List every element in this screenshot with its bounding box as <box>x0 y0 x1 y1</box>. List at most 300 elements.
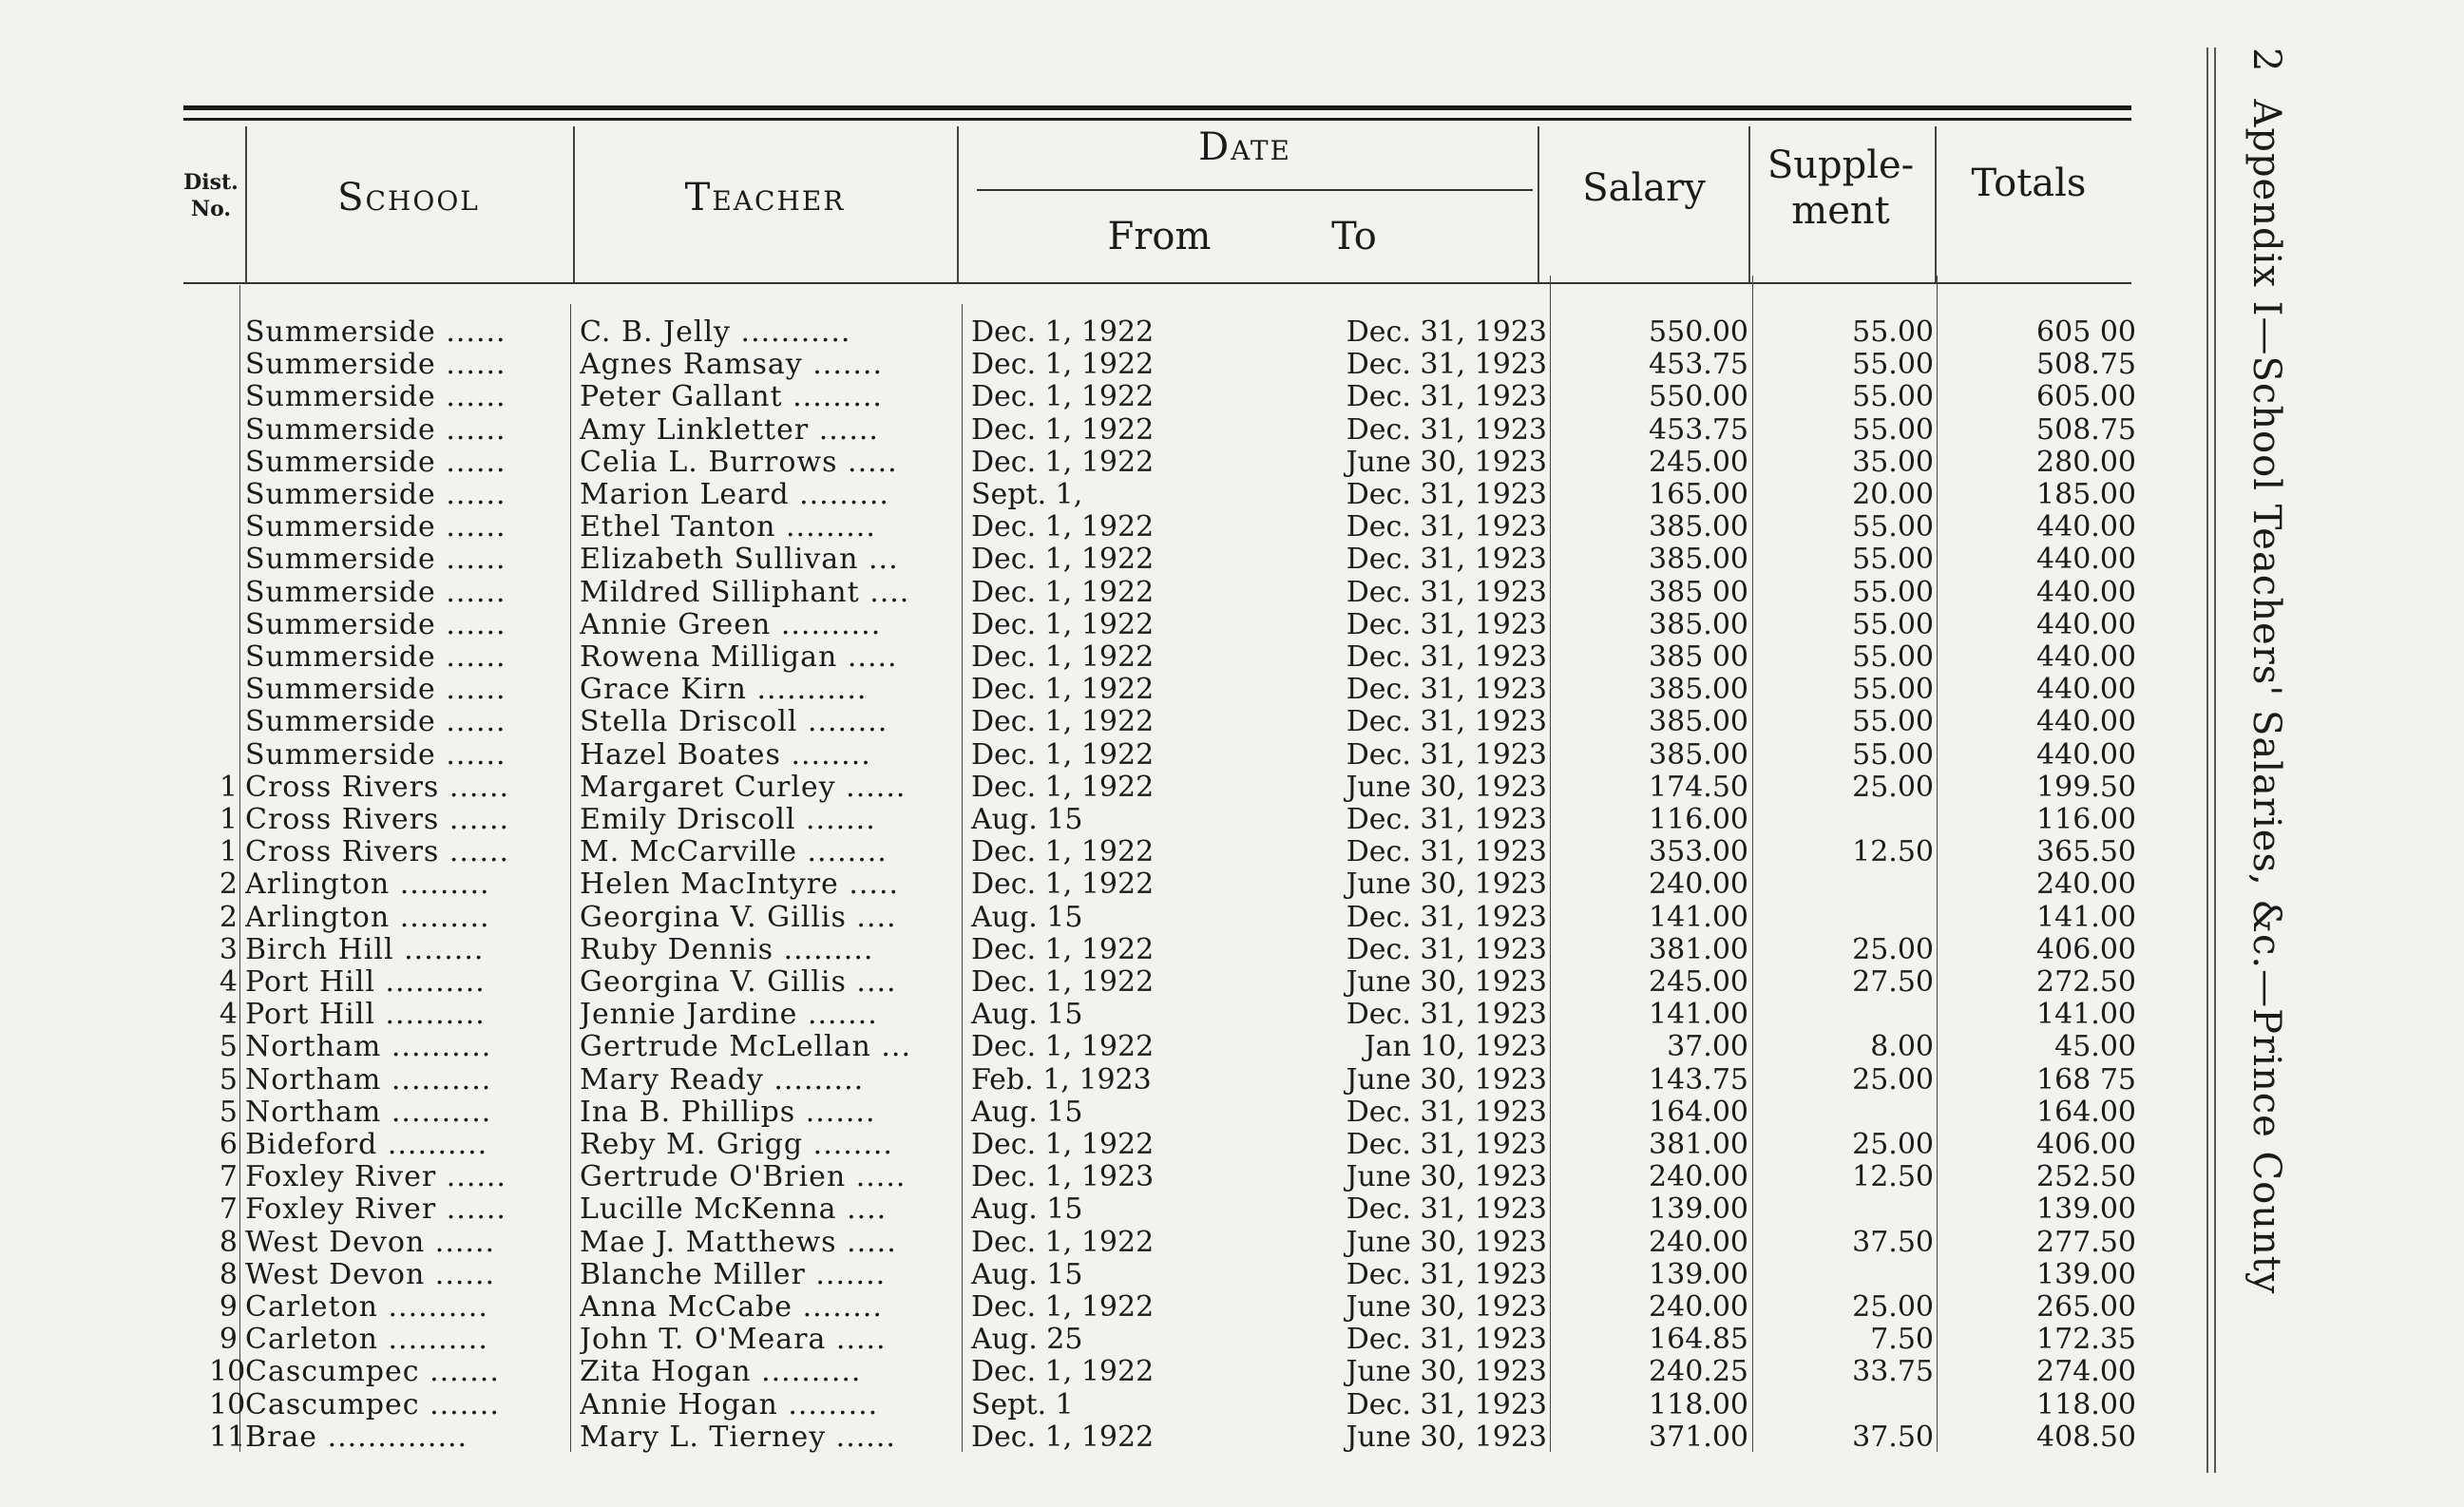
dist-no-cell: 5 <box>219 1095 238 1129</box>
total-cell: 280.00 <box>2036 445 2136 479</box>
table-row <box>0 934 2464 966</box>
header-to: To <box>1331 215 1377 258</box>
salary-cell: 385.00 <box>1649 673 1748 707</box>
supplement-cell: 7.50 <box>1870 1323 1934 1357</box>
total-cell: 118.00 <box>2036 1387 2136 1421</box>
total-cell: 508.75 <box>2036 412 2136 447</box>
total-cell: 272.50 <box>2036 965 2136 999</box>
date-to-cell: June 30, 1923 <box>1346 1160 1547 1194</box>
total-cell: 185.00 <box>2036 478 2136 511</box>
table-row <box>0 1193 2464 1226</box>
header-school: School <box>337 176 480 219</box>
teacher-cell: Marion Leard ......... <box>580 479 889 511</box>
teacher-cell: Grace Kirn ........... <box>580 674 868 707</box>
date-from-cell: Aug. 15 <box>971 1192 1083 1227</box>
total-cell: 406.00 <box>2036 932 2136 966</box>
school-cell: Summerside ...... <box>245 738 506 772</box>
header-divider <box>573 126 575 282</box>
school-cell: Carleton .......... <box>245 1291 488 1324</box>
table-row <box>0 999 2464 1031</box>
total-cell: 440.00 <box>2036 705 2136 739</box>
salary-cell: 118.00 <box>1649 1387 1748 1421</box>
school-cell: Summerside ...... <box>245 413 506 447</box>
date-from-cell: Dec. 1, 1922 <box>971 543 1155 577</box>
salary-cell: 240.25 <box>1649 1355 1748 1389</box>
school-cell: Arlington ......... <box>245 901 490 934</box>
total-cell: 265.00 <box>2036 1290 2136 1324</box>
date-to-cell: Dec. 31, 1923 <box>1346 640 1547 674</box>
supplement-cell: 8.00 <box>1870 1030 1934 1064</box>
date-to-cell: June 30, 1923 <box>1346 1420 1547 1454</box>
table-row <box>0 739 2464 772</box>
teacher-cell: Elizabeth Sullivan ... <box>580 544 899 577</box>
school-cell: Summerside ...... <box>245 576 506 609</box>
school-cell: Summerside ...... <box>245 544 506 577</box>
school-cell: Bideford .......... <box>245 1129 488 1161</box>
date-from-cell: Dec. 1, 1922 <box>971 445 1155 479</box>
salary-cell: 385 00 <box>1649 575 1748 609</box>
date-to-cell: Dec. 31, 1923 <box>1346 575 1547 609</box>
school-cell: Northam .......... <box>245 1031 492 1064</box>
date-to-cell: June 30, 1923 <box>1346 1290 1547 1324</box>
table-row <box>0 966 2464 999</box>
table-row <box>0 1129 2464 1161</box>
salary-cell: 174.50 <box>1649 770 1748 804</box>
supplement-cell: 25.00 <box>1852 1128 1934 1161</box>
supplement-cell: 55.00 <box>1852 607 1934 641</box>
date-to-cell: Dec. 31, 1923 <box>1346 510 1547 544</box>
salary-cell: 381.00 <box>1649 1128 1748 1161</box>
salary-cell: 353.00 <box>1649 835 1748 869</box>
table-row <box>0 772 2464 804</box>
salary-cell: 453.75 <box>1649 348 1748 382</box>
total-cell: 164.00 <box>2036 1095 2136 1129</box>
salary-cell: 381.00 <box>1649 932 1748 966</box>
date-to-cell: Dec. 31, 1923 <box>1346 412 1547 447</box>
school-cell: Summerside ...... <box>245 511 506 544</box>
date-to-cell: Jan 10, 1923 <box>1364 1030 1547 1064</box>
top-double-rule <box>183 105 2131 110</box>
date-to-cell: June 30, 1923 <box>1346 770 1547 804</box>
date-header-rule <box>977 189 1533 191</box>
total-cell: 240.00 <box>2036 868 2136 902</box>
header-supplement: Supple- ment <box>1767 143 1915 233</box>
total-cell: 139.00 <box>2036 1192 2136 1227</box>
dist-no-cell: 4 <box>219 998 238 1032</box>
teacher-cell: M. McCarville ........ <box>580 836 888 869</box>
header-divider <box>1748 126 1750 282</box>
salary-cell: 245.00 <box>1649 445 1748 479</box>
date-from-cell: Dec. 1, 1922 <box>971 510 1155 544</box>
total-cell: 440.00 <box>2036 737 2136 772</box>
dist-no-cell: 9 <box>219 1323 238 1357</box>
salary-cell: 37.00 <box>1667 1030 1748 1064</box>
total-cell: 116.00 <box>2036 803 2136 836</box>
salary-cell: 371.00 <box>1649 1420 1748 1454</box>
salary-cell: 550.00 <box>1649 315 1748 349</box>
supplement-cell: 27.50 <box>1852 965 1934 999</box>
header-divider <box>1935 126 1937 282</box>
teacher-cell: Helen MacIntyre ..... <box>580 868 900 902</box>
teacher-cell: Gertrude O'Brien ..... <box>580 1161 907 1194</box>
date-to-cell: Dec. 31, 1923 <box>1346 998 1547 1032</box>
teacher-cell: Hazel Boates ........ <box>580 738 871 772</box>
date-to-cell: Dec. 31, 1923 <box>1346 478 1547 511</box>
salary-cell: 385 00 <box>1649 640 1748 674</box>
total-cell: 172.35 <box>2036 1323 2136 1357</box>
date-to-cell: June 30, 1923 <box>1346 965 1547 999</box>
date-from-cell: Dec. 1, 1922 <box>971 315 1155 349</box>
school-cell: Summerside ...... <box>245 479 506 511</box>
school-cell: Summerside ...... <box>245 316 506 349</box>
table-row <box>0 577 2464 609</box>
salary-cell: 385.00 <box>1649 705 1748 739</box>
date-from-cell: Aug. 15 <box>971 900 1083 934</box>
table-row <box>0 1064 2464 1097</box>
total-cell: 440.00 <box>2036 640 2136 674</box>
school-cell: Summerside ...... <box>245 706 506 739</box>
date-to-cell: Dec. 31, 1923 <box>1346 543 1547 577</box>
total-cell: 252.50 <box>2036 1160 2136 1194</box>
table-row <box>0 1031 2464 1063</box>
teacher-cell: Anna McCabe ........ <box>580 1291 883 1324</box>
total-cell: 139.00 <box>2036 1257 2136 1291</box>
total-cell: 605 00 <box>2036 315 2136 349</box>
salary-cell: 164.85 <box>1649 1323 1748 1357</box>
salary-cell: 240.00 <box>1649 1225 1748 1259</box>
school-cell: Brae .............. <box>245 1421 468 1454</box>
dist-no-cell: 7 <box>219 1192 238 1227</box>
date-to-cell: June 30, 1923 <box>1346 868 1547 902</box>
table-row <box>0 868 2464 901</box>
total-cell: 365.50 <box>2036 835 2136 869</box>
supplement-cell: 55.00 <box>1852 348 1934 382</box>
teacher-cell: C. B. Jelly ........... <box>580 316 851 349</box>
supplement-cell: 33.75 <box>1852 1355 1934 1389</box>
table-row <box>0 447 2464 479</box>
supplement-cell: 37.50 <box>1852 1420 1934 1454</box>
supplement-cell: 55.00 <box>1852 315 1934 349</box>
school-cell: Summerside ...... <box>245 608 506 641</box>
date-to-cell: Dec. 31, 1923 <box>1346 900 1547 934</box>
salary-cell: 453.75 <box>1649 412 1748 447</box>
total-cell: 440.00 <box>2036 543 2136 577</box>
date-from-cell: Dec. 1, 1922 <box>971 1030 1155 1064</box>
table-row <box>0 804 2464 836</box>
total-cell: 406.00 <box>2036 1128 2136 1161</box>
table-row <box>0 511 2464 544</box>
date-to-cell: Dec. 31, 1923 <box>1346 1095 1547 1129</box>
supplement-cell: 20.00 <box>1852 478 1934 511</box>
date-from-cell: Aug. 15 <box>971 803 1083 836</box>
table-row <box>0 479 2464 511</box>
dist-no-cell: 10 <box>209 1387 246 1421</box>
date-to-cell: Dec. 31, 1923 <box>1346 673 1547 707</box>
school-cell: West Devon ...... <box>245 1226 496 1259</box>
total-cell: 605.00 <box>2036 380 2136 414</box>
school-cell: Summerside ...... <box>245 446 506 479</box>
table-row <box>0 1356 2464 1388</box>
running-head <box>2238 48 2295 1473</box>
total-cell: 277.50 <box>2036 1225 2136 1259</box>
supplement-cell: 35.00 <box>1852 445 1934 479</box>
table-row <box>0 1227 2464 1259</box>
header-totals: Totals <box>1971 162 2087 205</box>
supplement-cell: 12.50 <box>1852 835 1934 869</box>
school-cell: Birch Hill ........ <box>245 933 485 966</box>
date-from-cell: Dec. 1, 1922 <box>971 607 1155 641</box>
date-from-cell: Dec. 1, 1922 <box>971 575 1155 609</box>
date-to-cell: Dec. 31, 1923 <box>1346 803 1547 836</box>
date-from-cell: Dec. 1, 1922 <box>971 380 1155 414</box>
date-from-cell: Dec. 1, 1922 <box>971 835 1155 869</box>
teacher-cell: Ethel Tanton ......... <box>580 511 876 544</box>
date-to-cell: Dec. 31, 1923 <box>1346 607 1547 641</box>
school-cell: Cascumpec ....... <box>245 1356 500 1389</box>
school-cell: Foxley River ...... <box>245 1193 506 1227</box>
teacher-cell: Mae J. Matthews ..... <box>580 1226 897 1259</box>
salary-cell: 240.00 <box>1649 1160 1748 1194</box>
date-from-cell: Aug. 15 <box>971 1257 1083 1291</box>
date-to-cell: June 30, 1923 <box>1346 1225 1547 1259</box>
table-row <box>0 1324 2464 1356</box>
supplement-cell: 55.00 <box>1852 543 1934 577</box>
school-cell: Cascumpec ....... <box>245 1388 500 1421</box>
school-cell: Cross Rivers ...... <box>245 836 510 869</box>
teacher-cell: Annie Hogan ......... <box>580 1388 879 1421</box>
dist-no-cell: 5 <box>219 1062 238 1097</box>
table-row <box>0 1259 2464 1291</box>
table-row <box>0 316 2464 349</box>
table-row <box>0 1097 2464 1129</box>
dist-no-cell: 9 <box>219 1290 238 1324</box>
running-title: Appendix I—School Teachers' Salaries, &c.—Prince County <box>2244 99 2288 1295</box>
date-from-cell: Dec. 1, 1922 <box>971 1420 1155 1454</box>
date-from-cell: Aug. 15 <box>971 998 1083 1032</box>
supplement-cell: 25.00 <box>1852 932 1934 966</box>
salary-cell: 240.00 <box>1649 868 1748 902</box>
side-rule <box>2206 48 2208 1473</box>
salary-cell: 164.00 <box>1649 1095 1748 1129</box>
dist-no-cell: 1 <box>219 803 238 836</box>
school-cell: Carleton .......... <box>245 1324 488 1357</box>
supplement-cell: 55.00 <box>1852 705 1934 739</box>
supplement-cell: 55.00 <box>1852 673 1934 707</box>
supplement-cell: 55.00 <box>1852 412 1934 447</box>
dist-no-cell: 1 <box>219 835 238 869</box>
school-cell: Port Hill .......... <box>245 999 486 1032</box>
school-cell: Arlington ......... <box>245 868 490 902</box>
dist-no-cell: 4 <box>219 965 238 999</box>
dist-no-cell: 5 <box>219 1030 238 1064</box>
table-row <box>0 706 2464 738</box>
teacher-cell: Georgina V. Gillis .... <box>580 966 897 999</box>
school-cell: Port Hill .......... <box>245 966 486 999</box>
salary-cell: 245.00 <box>1649 965 1748 999</box>
table-row <box>0 902 2464 934</box>
date-from-cell: Aug. 25 <box>971 1323 1083 1357</box>
table-row <box>0 609 2464 641</box>
teacher-cell: Agnes Ramsay ....... <box>580 349 884 382</box>
dist-no-cell: 3 <box>219 932 238 966</box>
date-from-cell: Dec. 1, 1922 <box>971 1225 1155 1259</box>
date-from-cell: Dec. 1, 1922 <box>971 705 1155 739</box>
date-to-cell: Dec. 31, 1923 <box>1346 835 1547 869</box>
total-cell: 141.00 <box>2036 900 2136 934</box>
salary-cell: 141.00 <box>1649 900 1748 934</box>
date-from-cell: Sept. 1 <box>971 1387 1074 1421</box>
table-row <box>0 414 2464 447</box>
school-cell: Summerside ...... <box>245 349 506 382</box>
date-from-cell: Dec. 1, 1922 <box>971 965 1155 999</box>
dist-no-cell: 8 <box>219 1257 238 1291</box>
supplement-cell: 55.00 <box>1852 640 1934 674</box>
table-row <box>0 349 2464 381</box>
supplement-cell: 55.00 <box>1852 380 1934 414</box>
teacher-cell: Margaret Curley ...... <box>580 771 907 804</box>
supplement-cell: 25.00 <box>1852 1062 1934 1097</box>
table-row <box>0 544 2464 576</box>
salary-cell: 240.00 <box>1649 1290 1748 1324</box>
supplement-cell: 37.50 <box>1852 1225 1934 1259</box>
teacher-cell: Annie Green .......... <box>580 608 882 641</box>
header-teacher: Teacher <box>684 176 846 219</box>
total-cell: 45.00 <box>2054 1030 2136 1064</box>
table-row <box>0 641 2464 674</box>
teacher-cell: Blanche Miller ....... <box>580 1258 887 1291</box>
dist-no-cell: 11 <box>209 1420 246 1454</box>
header-date: Date <box>1198 125 1291 169</box>
total-cell: 141.00 <box>2036 998 2136 1032</box>
school-cell: Summerside ...... <box>245 381 506 414</box>
teacher-cell: Gertrude McLellan ... <box>580 1031 912 1064</box>
salary-cell: 141.00 <box>1649 998 1748 1032</box>
salary-cell: 385.00 <box>1649 510 1748 544</box>
date-from-cell: Dec. 1, 1922 <box>971 348 1155 382</box>
dist-no-cell: 7 <box>219 1160 238 1194</box>
dist-no-cell: 2 <box>219 900 238 934</box>
table-row <box>0 836 2464 868</box>
salary-cell: 385.00 <box>1649 737 1748 772</box>
date-to-cell: June 30, 1923 <box>1346 445 1547 479</box>
table-row <box>0 1161 2464 1193</box>
total-cell: 199.50 <box>2036 770 2136 804</box>
teacher-cell: Jennie Jardine ....... <box>580 999 878 1032</box>
date-from-cell: Dec. 1, 1922 <box>971 1128 1155 1161</box>
header-dist-no: Dist. No. <box>183 170 239 221</box>
page-number: 2 <box>2244 48 2288 73</box>
teacher-cell: Celia L. Burrows ..... <box>580 446 898 479</box>
side-rule <box>2214 48 2216 1473</box>
salary-cell: 139.00 <box>1649 1257 1748 1291</box>
date-from-cell: Dec. 1, 1923 <box>971 1160 1155 1194</box>
dist-no-cell: 1 <box>219 770 238 804</box>
date-to-cell: Dec. 31, 1923 <box>1346 380 1547 414</box>
dist-no-cell: 6 <box>219 1128 238 1161</box>
school-cell: Cross Rivers ...... <box>245 804 510 836</box>
teacher-cell: Emily Driscoll ....... <box>580 804 876 836</box>
date-from-cell: Dec. 1, 1922 <box>971 1290 1155 1324</box>
teacher-cell: Rowena Milligan ..... <box>580 641 898 674</box>
total-cell: 508.75 <box>2036 348 2136 382</box>
date-from-cell: Dec. 1, 1922 <box>971 640 1155 674</box>
school-cell: Summerside ...... <box>245 674 506 707</box>
salary-cell: 385.00 <box>1649 543 1748 577</box>
teacher-cell: Mary L. Tierney ...... <box>580 1421 896 1454</box>
supplement-cell: 55.00 <box>1852 510 1934 544</box>
teacher-cell: Mildred Silliphant .... <box>580 576 910 609</box>
teacher-cell: John T. O'Meara ..... <box>580 1324 887 1357</box>
teacher-cell: Peter Gallant ......... <box>580 381 883 414</box>
school-cell: Northam .......... <box>245 1096 492 1129</box>
teacher-cell: Ina B. Phillips ....... <box>580 1096 876 1129</box>
school-cell: Northam .......... <box>245 1063 492 1097</box>
date-to-cell: June 30, 1923 <box>1346 1062 1547 1097</box>
teacher-cell: Lucille McKenna .... <box>580 1193 888 1227</box>
supplement-cell: 25.00 <box>1852 770 1934 804</box>
salary-cell: 550.00 <box>1649 380 1748 414</box>
teacher-cell: Zita Hogan .......... <box>580 1356 862 1389</box>
table-row <box>0 1291 2464 1324</box>
date-from-cell: Dec. 1, 1922 <box>971 932 1155 966</box>
date-from-cell: Dec. 1, 1922 <box>971 737 1155 772</box>
header-divider <box>1538 126 1539 282</box>
header-from: From <box>1107 215 1212 258</box>
date-to-cell: June 30, 1923 <box>1346 1355 1547 1389</box>
school-cell: Foxley River ...... <box>245 1161 506 1194</box>
date-to-cell: Dec. 31, 1923 <box>1346 705 1547 739</box>
salary-cell: 116.00 <box>1649 803 1748 836</box>
teacher-cell: Stella Driscoll ........ <box>580 706 888 739</box>
date-from-cell: Dec. 1, 1922 <box>971 868 1155 902</box>
date-to-cell: Dec. 31, 1923 <box>1346 1323 1547 1357</box>
supplement-cell: 55.00 <box>1852 737 1934 772</box>
date-from-cell: Dec. 1, 1922 <box>971 412 1155 447</box>
header-salary: Salary <box>1582 166 1706 210</box>
table-row <box>0 381 2464 413</box>
salary-cell: 165.00 <box>1649 478 1748 511</box>
supplement-cell: 25.00 <box>1852 1290 1934 1324</box>
date-from-cell: Aug. 15 <box>971 1095 1083 1129</box>
table-row <box>0 1421 2464 1454</box>
header-divider <box>245 126 247 282</box>
supplement-cell: 55.00 <box>1852 575 1934 609</box>
date-to-cell: Dec. 31, 1923 <box>1346 315 1547 349</box>
date-to-cell: Dec. 31, 1923 <box>1346 932 1547 966</box>
header-bottom-rule <box>183 282 2131 284</box>
school-cell: Cross Rivers ...... <box>245 771 510 804</box>
date-from-cell: Feb. 1, 1923 <box>971 1062 1152 1097</box>
date-to-cell: Dec. 31, 1923 <box>1346 737 1547 772</box>
total-cell: 274.00 <box>2036 1355 2136 1389</box>
date-to-cell: Dec. 31, 1923 <box>1346 1387 1547 1421</box>
date-to-cell: Dec. 31, 1923 <box>1346 1128 1547 1161</box>
teacher-cell: Georgina V. Gillis .... <box>580 901 897 934</box>
date-from-cell: Dec. 1, 1922 <box>971 1355 1155 1389</box>
total-cell: 440.00 <box>2036 575 2136 609</box>
teacher-cell: Ruby Dennis ......... <box>580 933 874 966</box>
total-cell: 440.00 <box>2036 510 2136 544</box>
date-from-cell: Dec. 1, 1922 <box>971 770 1155 804</box>
date-to-cell: Dec. 31, 1923 <box>1346 348 1547 382</box>
dist-no-cell: 2 <box>219 868 238 902</box>
total-cell: 168 75 <box>2036 1062 2136 1097</box>
school-cell: Summerside ...... <box>245 641 506 674</box>
header-divider <box>957 126 959 282</box>
salary-cell: 143.75 <box>1649 1062 1748 1097</box>
salary-cell: 385.00 <box>1649 607 1748 641</box>
table-row <box>0 1389 2464 1421</box>
